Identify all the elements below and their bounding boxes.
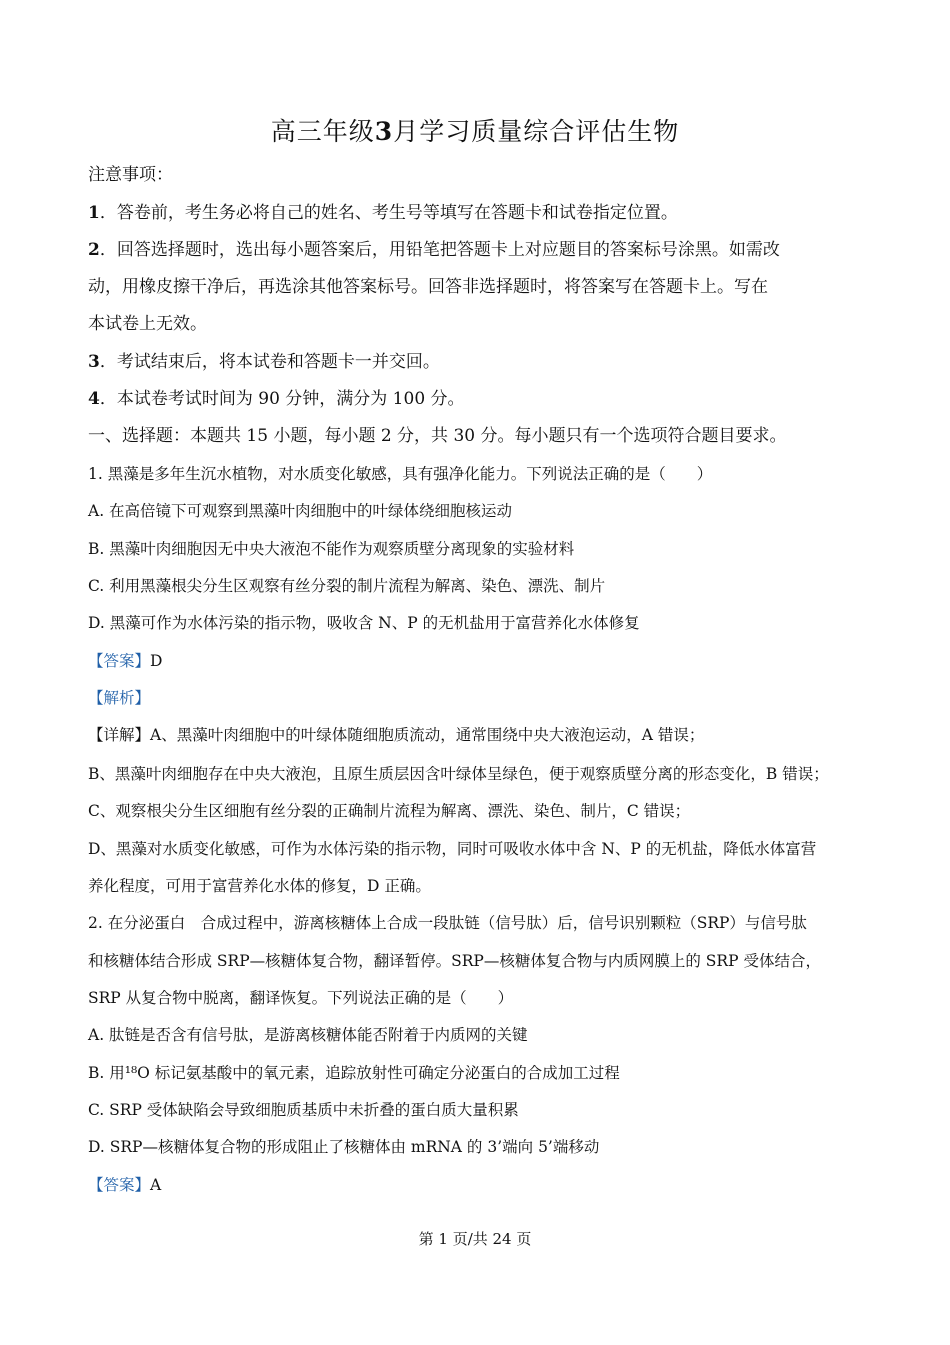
question-2-option-d: D. SRP—核糖体复合物的形成阻止了核糖体由 mRNA 的 3’端向 5’端移动 [88,1138,600,1156]
question-1-explanation-d: D、黑藻对水质变化敏感，可作为水体污染的指示物，同时可吸收水体中含 N、P 的无机盐，降低水体富营 [88,840,817,858]
question-1-answer: 【答案】D [88,652,163,670]
question-1-option-c: C. 利用黑藻根尖分生区观察有丝分裂的制片流程为解离、染色、漂洗、制片 [88,577,606,595]
notice-item-3: 3．考试结束后，将本试卷和答题卡一并交回。 [88,352,440,372]
question-1-explanation-c: C、观察根尖分生区细胞有丝分裂的正确制片流程为解离、漂洗、染色、制片，C 错误； [88,802,691,820]
section-heading: 一、选择题：本题共 15 小题，每小题 2 分，共 30 分。每小题只有一个选项符合题目要求。 [88,426,787,446]
notice-item-2-cont: 动，用橡皮擦干净后，再选涂其他答案标号。回答非选择题时，将答案写在答题卡上。写在 [88,277,768,297]
notice-heading: 注意事项： [88,165,173,185]
notice-item-1: 1．答卷前，考生务必将自己的姓名、考生号等填写在答题卡和试卷指定位置。 [88,203,678,223]
notice-item-2: 2．回答选择题时，选出每小题答案后，用铅笔把答题卡上对应题目的答案标号涂黑。如需改 [88,240,780,260]
notice-item-2-cont: 本试卷上无效。 [88,314,207,334]
question-1-stem: 1. 黑藻是多年生沉水植物，对水质变化敏感，具有强净化能力。下列说法正确的是（ ） [88,465,713,483]
question-2-answer: 【答案】A [88,1176,162,1194]
notice-item-4: 4．本试卷考试时间为 90 分钟，满分为 100 分。 [88,389,465,409]
question-1-explanation-a: 【详解】A、黑藻叶肉细胞中的叶绿体随细胞质流动，通常围绕中央大液泡运动，A 错误； [88,726,705,744]
question-1-explanation-d-cont: 养化程度，可用于富营养化水体的修复，D 正确。 [88,877,431,895]
question-2-stem-3: SRP 从复合物中脱离，翻译恢复。下列说法正确的是（ ） [88,989,514,1007]
page-footer: 第 1 页/共 24 页 [418,1230,532,1248]
page-title: 高三年级3月学习质量综合评估生物 [270,117,680,146]
question-2-option-a: A. 肽链是否含有信号肽，是游离核糖体能否附着于内质网的关键 [88,1026,528,1044]
question-1-analysis-label: 【解析】 [88,689,151,707]
question-1-option-a: A. 在高倍镜下可观察到黑藻叶肉细胞中的叶绿体绕细胞核运动 [88,502,513,520]
question-2-option-b: B. 用¹⁸O 标记氨基酸中的氧元素，追踪放射性可确定分泌蛋白的合成加工过程 [88,1064,620,1082]
question-2-stem-1: 2. 在分泌蛋白 合成过程中，游离核糖体上合成一段肽链（信号肽）后，信号识别颗粒（SRP）与信号肽 [88,914,807,932]
question-2-option-c: C. SRP 受体缺陷会导致细胞质基质中未折叠的蛋白质大量积累 [88,1101,519,1119]
question-1-option-b: B. 黑藻叶肉细胞因无中央大液泡不能作为观察质壁分离现象的实验材料 [88,540,575,558]
question-1-option-d: D. 黑藻可作为水体污染的指示物，吸收含 N、P 的无机盐用于富营养化水体修复 [88,614,640,632]
question-1-explanation-b: B、黑藻叶肉细胞存在中央大液泡，且原生质层因含叶绿体呈绿色，便于观察质壁分离的形态变化，B 错误； [88,765,829,783]
question-2-stem-2: 和核糖体结合形成 SRP—核糖体复合物，翻译暂停。SRP—核糖体复合物与内质网膜上的 SRP 受体结合， [88,952,821,970]
